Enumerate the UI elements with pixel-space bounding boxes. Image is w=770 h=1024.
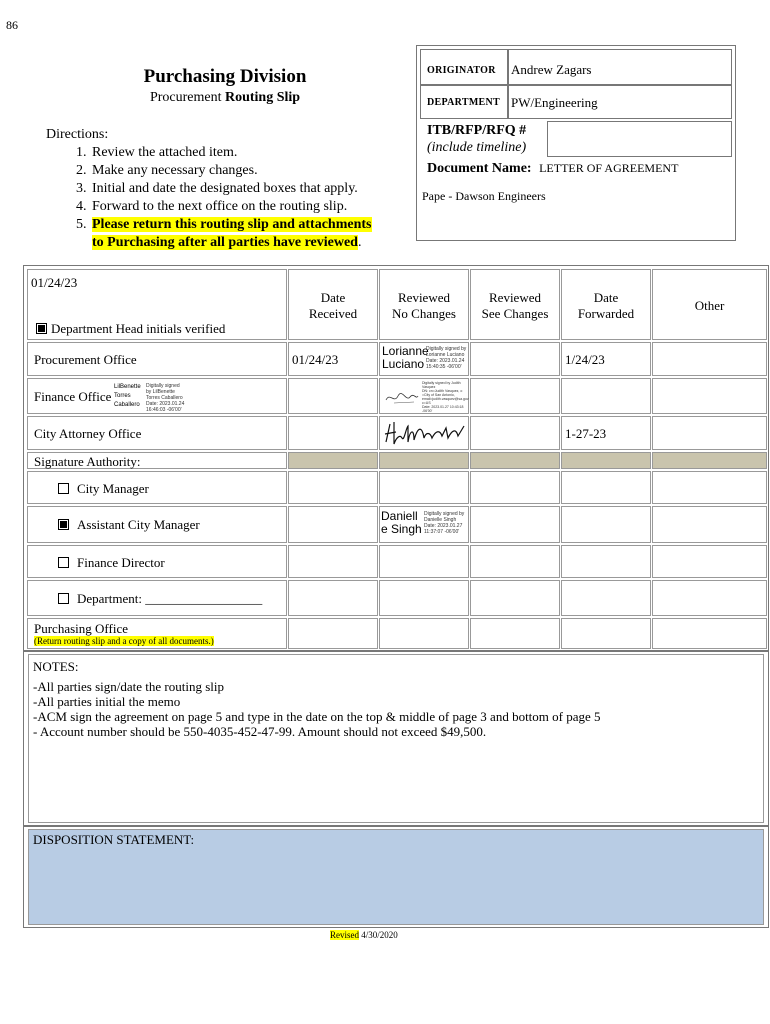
col-date-received-l1: Date: [320, 290, 346, 305]
city-manager-reviewed-no[interactable]: [379, 471, 469, 504]
city-attorney-date-forwarded[interactable]: [561, 416, 651, 450]
directions-heading: Directions:: [46, 127, 109, 142]
return-instruction-line1: Please return this routing slip and attachments: [92, 217, 372, 232]
dept-head-checkbox[interactable]: [36, 323, 47, 334]
sig-detail-line: =City of San Antonio,: [422, 393, 455, 397]
city-attorney-other[interactable]: [652, 416, 767, 450]
routing-table: [23, 265, 769, 651]
disposition-section: [23, 826, 769, 928]
sig-detail-line: Date: 2023.01.27 10:43:18: [422, 405, 464, 409]
originator-label-cell: [420, 49, 508, 85]
dept-head-label: Department Head initials verified: [51, 321, 226, 336]
city-attorney-label: City Attorney Office: [34, 426, 142, 441]
acm-other[interactable]: [652, 506, 767, 543]
notes-line: -All parties sign/date the routing slip: [33, 679, 224, 694]
department-label-cell: [420, 85, 508, 119]
city-manager-other[interactable]: [652, 471, 767, 504]
signature-authority-shade: [470, 452, 560, 469]
document-name-row: [427, 161, 678, 177]
page-title: Purchasing Division: [143, 66, 307, 87]
finance-director-reviewed-see[interactable]: [470, 545, 560, 578]
document-name-label: Document Name:: [427, 161, 532, 176]
acm-label: Assistant City Manager: [77, 517, 200, 532]
finance-director-checkbox[interactable]: [58, 557, 69, 568]
sig-detail-line: 11:37:07 -06'00': [424, 529, 460, 535]
department-checkbox[interactable]: [58, 593, 69, 604]
subtitle-prefix: Procurement: [149, 90, 222, 105]
revised-date: 4/30/2020: [361, 930, 398, 940]
procurement-label: Procurement Office: [34, 352, 137, 367]
finance-sig-name-line: Caballero: [114, 402, 140, 408]
city-attorney-reviewed-no[interactable]: [379, 416, 469, 450]
col-reviewed-see-l1: Reviewed: [489, 290, 541, 305]
department-field[interactable]: [508, 85, 732, 119]
procurement-date-forwarded-value: 1/24/23: [565, 352, 605, 367]
city-attorney-date-received[interactable]: [288, 416, 378, 450]
notes-line: - Account number should be 550-4035-452-47-99. Amount should not exceed $49,500.: [33, 724, 487, 739]
col-other-label: Other: [694, 298, 725, 313]
sig-detail-line: -06'00': [422, 409, 433, 413]
header-left-cell: [27, 269, 287, 340]
finance-handwritten-signature: [384, 388, 420, 408]
direction-item-return: [90, 216, 372, 252]
sig-detail-line: DN: cn=Judith Vasquez, o: [422, 389, 463, 393]
purchasing-date-received[interactable]: [288, 618, 378, 649]
acm-sig-name-1: Daniell: [381, 509, 418, 523]
acm-date-received[interactable]: [288, 506, 378, 543]
col-other: [652, 269, 767, 340]
sig-detail-line: Date: 2023.01.24: [426, 358, 465, 364]
finance-review-detail: [422, 381, 469, 413]
acm-signature-detail: [424, 511, 464, 535]
finance-sig-name-line: Torres: [114, 393, 131, 399]
acm-signature-cell[interactable]: [379, 506, 469, 543]
direction-item: 3. Initial and date the designated boxes that apply.: [90, 180, 372, 198]
col-date-forwarded: [561, 269, 651, 340]
signature-authority-shade: [288, 452, 378, 469]
itb-sub: (include timeline): [427, 140, 527, 155]
signature-authority-label: Signature Authority:: [34, 454, 141, 469]
finance-label-cell: [27, 378, 287, 414]
col-reviewed-no-l1: Reviewed: [398, 290, 450, 305]
page-number: 86: [6, 18, 18, 32]
purchasing-other[interactable]: [652, 618, 767, 649]
procurement-signature-name: [382, 345, 429, 371]
procurement-reviewed-see[interactable]: [470, 342, 560, 376]
sig-detail-line: Date: 2023.01.24: [146, 401, 185, 407]
city-manager-label-cell: [27, 471, 287, 504]
sig-detail-line: Danielle Singh: [424, 517, 457, 523]
finance-other[interactable]: [652, 378, 767, 414]
acm-reviewed-see[interactable]: [470, 506, 560, 543]
purchasing-reviewed-no[interactable]: [379, 618, 469, 649]
return-instruction-line2: to Purchasing after all parties have reviewed: [92, 235, 358, 250]
itb-label: ITB/RFP/RFQ #: [427, 123, 527, 138]
signature-authority-shade: [379, 452, 469, 469]
signature-authority-cell: [27, 452, 287, 469]
purchasing-reviewed-see[interactable]: [470, 618, 560, 649]
finance-date-forwarded[interactable]: [561, 378, 651, 414]
acm-sig-name-2: e Singh: [381, 522, 422, 536]
sig-detail-line: Lorianne Luciano: [426, 352, 465, 358]
department-value: PW/Engineering: [511, 95, 598, 110]
acm-date-forwarded[interactable]: [561, 506, 651, 543]
sig-detail-line: Date: 2023.01.27: [424, 523, 463, 529]
finance-director-other[interactable]: [652, 545, 767, 578]
notes-heading: NOTES:: [33, 659, 79, 674]
city-attorney-date-forwarded-value: 1-27-23: [565, 426, 607, 441]
col-reviewed-no-changes: [379, 269, 469, 340]
city-attorney-reviewed-see[interactable]: [470, 416, 560, 450]
col-reviewed-see-changes: [470, 269, 560, 340]
notes-line: -ACM sign the agreement on page 5 and type in the date on the top & middle of page 3 and bottom of page 5: [33, 709, 601, 724]
procurement-label-cell: [27, 342, 287, 376]
city-manager-checkbox[interactable]: [58, 483, 69, 494]
col-date-forwarded-l2: Forwarded: [577, 306, 635, 321]
signature-authority-shade: [561, 452, 651, 469]
department-other[interactable]: [652, 580, 767, 616]
return-instruction-end: .: [357, 235, 362, 250]
disposition-field[interactable]: [28, 829, 764, 925]
finance-director-row[interactable]: [58, 555, 165, 571]
procurement-date-received[interactable]: [288, 342, 378, 376]
acm-signature-name: [381, 510, 422, 536]
city-manager-reviewed-see[interactable]: [470, 471, 560, 504]
procurement-date-forwarded[interactable]: [561, 342, 651, 376]
procurement-other[interactable]: [652, 342, 767, 376]
itb-field[interactable]: [547, 121, 732, 157]
sig-detail-line: Vasquez: [422, 385, 436, 389]
purchasing-note: (Return routing slip and a copy of all documents.): [34, 636, 214, 646]
sig-detail-line: Digitally signed by: [426, 346, 467, 352]
sig-detail-line: 15:40:35 -06'00': [426, 364, 462, 370]
purchasing-date-forwarded[interactable]: [561, 618, 651, 649]
col-date-received: [288, 269, 378, 340]
top-date: 01/24/23: [31, 275, 78, 290]
purchasing-label: Purchasing Office: [34, 621, 128, 636]
finance-director-label-cell: [27, 545, 287, 578]
document-name-line2: Pape - Dawson Engineers: [422, 189, 546, 203]
directions: [46, 126, 372, 252]
sig-detail-line: c=US: [422, 401, 431, 405]
sig-detail-line: Digitally signed by Judith: [422, 381, 461, 385]
disposition-heading: DISPOSITION STATEMENT:: [33, 832, 195, 847]
direction-item: 1. Review the attached item.: [90, 144, 372, 162]
col-reviewed-no-l2: No Changes: [392, 306, 456, 321]
finance-signature-name: [114, 383, 141, 410]
info-box: [416, 45, 736, 241]
sig-detail-line: email=judith.vasquez@sa.gov: [422, 397, 469, 401]
originator-value: Andrew Zagars: [511, 62, 592, 77]
sig-detail-line: 16:46:03 -06'00': [146, 407, 182, 413]
sig-detail-line: Digitally signed by: [424, 511, 465, 517]
notes-line: -All parties initial the memo: [33, 694, 181, 709]
originator-label: ORIGINATOR: [427, 65, 496, 76]
revised-footer: [330, 930, 398, 940]
revised-label: Revised: [330, 930, 359, 940]
department-date-received[interactable]: [288, 580, 378, 616]
purchasing-label-cell: [27, 618, 287, 649]
sig-detail-line: Digitally signed: [146, 383, 180, 389]
acm-row[interactable]: [58, 517, 200, 533]
sig-detail-line: Torres Caballero: [146, 395, 183, 401]
notes-section: [23, 651, 769, 826]
acm-checkbox[interactable]: [58, 519, 69, 530]
finance-reviewed-see[interactable]: [470, 378, 560, 414]
procurement-signature-cell[interactable]: [379, 342, 469, 376]
subtitle-bold: Routing Slip: [224, 90, 301, 105]
notes-field[interactable]: [28, 654, 764, 823]
finance-sig-name-line: LilBenette: [114, 384, 141, 390]
finance-signature-detail: [146, 383, 184, 413]
page-subtitle: [120, 90, 330, 106]
col-date-received-l2: Received: [308, 306, 358, 321]
procurement-date-received-value: 01/24/23: [292, 352, 339, 367]
department-row[interactable]: [58, 591, 262, 607]
city-attorney-label-cell: [27, 416, 287, 450]
finance-director-date-received[interactable]: [288, 545, 378, 578]
col-date-forwarded-l1: Date: [593, 290, 619, 305]
city-manager-row[interactable]: [58, 481, 149, 497]
dept-head-row[interactable]: [36, 321, 225, 337]
department-row-label: Department: __________________: [77, 591, 263, 606]
acm-label-cell: [27, 506, 287, 543]
finance-director-label: Finance Director: [77, 555, 165, 570]
itb-label-block: [427, 122, 526, 156]
city-manager-date-received[interactable]: [288, 471, 378, 504]
document-name-value: LETTER OF AGREEMENT: [539, 161, 679, 175]
department-reviewed-see[interactable]: [470, 580, 560, 616]
direction-item: 2. Make any necessary changes.: [90, 162, 372, 180]
finance-director-date-forwarded[interactable]: [561, 545, 651, 578]
direction-item: 4. Forward to the next office on the routing slip.: [90, 198, 372, 216]
finance-label: Finance Office: [34, 389, 112, 404]
city-manager-date-forwarded[interactable]: [561, 471, 651, 504]
sig-detail-line: by LilBenette: [146, 389, 175, 395]
finance-reviewed-no[interactable]: [379, 378, 469, 414]
department-date-forwarded[interactable]: [561, 580, 651, 616]
col-reviewed-see-l2: See Changes: [481, 306, 549, 321]
signature-authority-shade: [652, 452, 767, 469]
procurement-signature-detail: [426, 346, 466, 370]
city-manager-label: City Manager: [77, 481, 149, 496]
department-label: DEPARTMENT: [427, 97, 501, 108]
department-row-label-cell: [27, 580, 287, 616]
originator-field[interactable]: [508, 49, 732, 85]
finance-director-reviewed-no[interactable]: [379, 545, 469, 578]
procurement-sig-name-1: Lorianne: [382, 344, 429, 358]
department-reviewed-no[interactable]: [379, 580, 469, 616]
finance-date-received[interactable]: [288, 378, 378, 414]
procurement-sig-name-2: Luciano: [382, 357, 425, 371]
city-attorney-handwritten-signature: [382, 420, 468, 448]
